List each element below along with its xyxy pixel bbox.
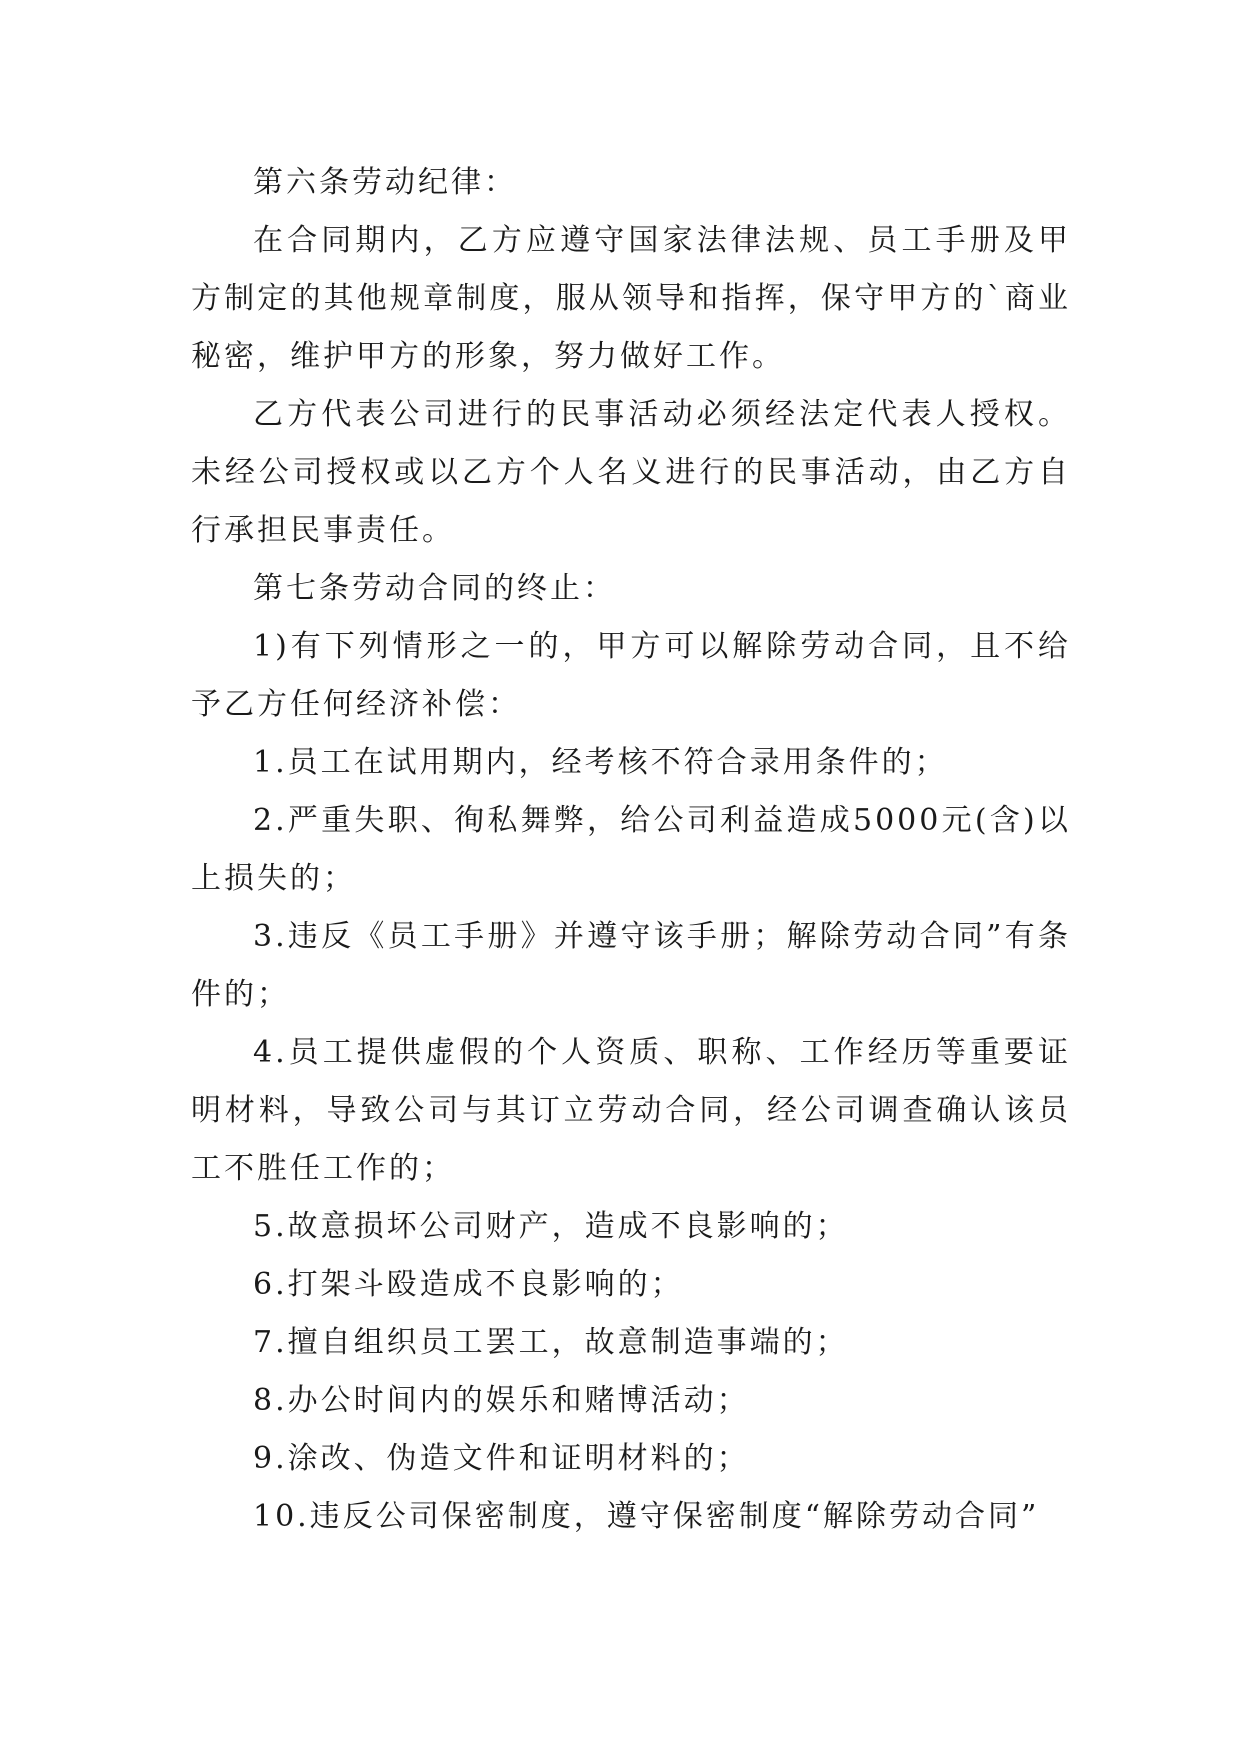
paragraph-termination-conditions: 1)有下列情形之一的，甲方可以解除劳动合同，且不给予乙方任何经济补偿： <box>191 629 1071 722</box>
list-item-5: 5.故意损坏公司财产，造成不良影响的； <box>253 1209 849 1244</box>
paragraph-article-7-title: 第七条劳动合同的终止： <box>253 571 616 606</box>
list-item-3: 3.违反《员工手册》并遵守该手册；解除劳动合同”有条件的； <box>191 919 1071 1012</box>
paragraph-civil-activities: 乙方代表公司进行的民事活动必须经法定代表人授权。未经公司授权或以乙方个人名义进行的民事活动，由乙方自行承担民事责任。 <box>191 397 1071 548</box>
list-item-10: 10.违反公司保密制度，遵守保密制度“解除劳动合同” <box>253 1499 1040 1534</box>
list-item-1: 1.员工在试用期内，经考核不符合录用条件的； <box>253 745 948 780</box>
paragraph-contract-period-rules: 在合同期内，乙方应遵守国家法律法规、员工手册及甲方制定的其他规章制度，服从领导和指挥，保守甲方的`商业秘密，维护甲方的形象，努力做好工作。 <box>191 223 1071 374</box>
list-item-2: 2.严重失职、徇私舞弊，给公司利益造成5000元(含)以上损失的； <box>191 803 1071 896</box>
document-body <box>191 154 1071 1546</box>
list-item-7: 7.擅自组织员工罢工，故意制造事端的； <box>253 1325 849 1360</box>
paragraph-article-6-title: 第六条劳动纪律： <box>253 165 517 200</box>
list-item-6: 6.打架斗殴造成不良影响的； <box>253 1267 684 1302</box>
list-item-8: 8.办公时间内的娱乐和赌博活动； <box>253 1383 750 1418</box>
list-item-9: 9.涂改、伪造文件和证明材料的； <box>253 1441 750 1476</box>
list-item-4: 4.员工提供虚假的个人资质、职称、工作经历等重要证明材料，导致公司与其订立劳动合同，经公司调查确认该员工不胜任工作的； <box>191 1035 1071 1186</box>
